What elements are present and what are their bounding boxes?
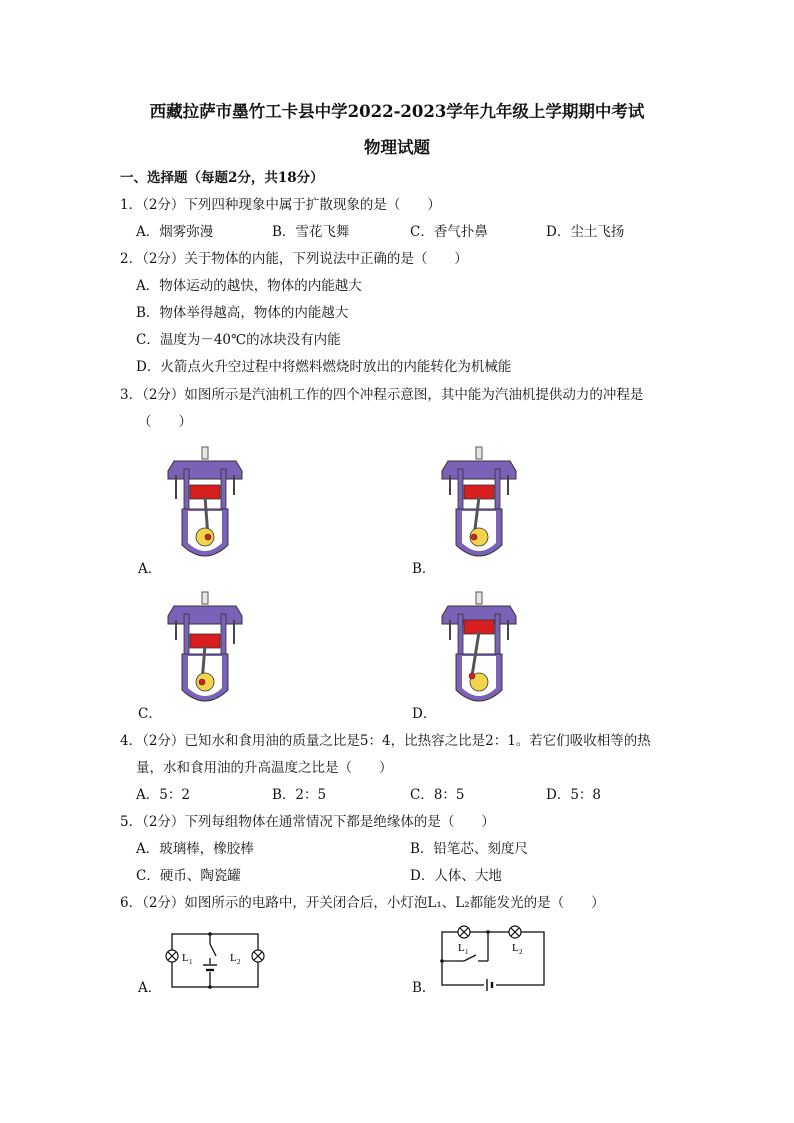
circuit-b-label-l1-sub: 1 — [465, 948, 469, 956]
circuit-b-label-l2-sub: 2 — [519, 948, 523, 956]
cylinder-wall-left — [458, 614, 463, 654]
spark-plug-icon — [476, 592, 482, 604]
cylinder-wall-right — [495, 469, 500, 509]
q4-option-c: C．8：5 — [410, 787, 465, 803]
engine-diagram-a — [160, 445, 250, 565]
lamp-l1-icon — [166, 950, 178, 962]
question-4-stem: 4．（2分）已知水和食用油的质量之比是5：4，比热容之比是2：1。若它们吸收相等的热 — [120, 733, 651, 749]
circuit-a-node-top — [208, 932, 212, 936]
q1-option-a: A．烟雾弥漫 — [136, 224, 214, 240]
cylinder-wall-left — [184, 614, 189, 654]
q4-option-b: B．2：5 — [272, 787, 327, 803]
piston — [190, 485, 220, 499]
q4-option-a: A．5：2 — [136, 787, 190, 803]
spark-plug-icon — [202, 592, 208, 604]
spark-plug-icon — [202, 447, 208, 459]
q3-option-c: C． — [138, 706, 162, 722]
question-1-stem: 1．（2分）下列四种现象中属于扩散现象的是（ ） — [120, 197, 441, 213]
crank-pin — [471, 534, 477, 540]
q5-option-c: C．硬币、陶瓷罐 — [136, 868, 241, 884]
circuit-a-label-l1: L — [182, 952, 189, 964]
question-3-stem: 3．（2分）如图所示是汽油机工作的四个冲程示意图，其中能为汽油机提供动力的冲程是 — [120, 387, 644, 403]
lamp-l2-icon — [509, 926, 521, 938]
question-2-stem: 2．（2分）关于物体的内能，下列说法中正确的是（ ） — [120, 251, 468, 267]
q3-option-b: B． — [412, 561, 436, 577]
q2-option-c: C．温度为－40℃的冰块没有内能 — [136, 332, 341, 348]
crank-pin — [469, 673, 475, 679]
question-4-stem-cont: 量，水和食用油的升高温度之比是（ ） — [136, 760, 393, 776]
q1-option-d: D．尘土飞扬 — [546, 224, 625, 240]
piston — [464, 620, 494, 634]
q3-option-d: D． — [412, 706, 437, 722]
piston — [464, 485, 494, 499]
cylinder-wall-right — [495, 614, 500, 654]
circuit-a-label-l1-sub: 1 — [189, 958, 193, 966]
lamp-l2-icon — [252, 950, 264, 962]
q1-option-b: B．雪花飞舞 — [272, 224, 350, 240]
lamp-l1-icon — [458, 926, 470, 938]
circuit-b-label-l1: L — [458, 942, 465, 954]
q6-option-a: A． — [138, 980, 162, 996]
q3-option-a: A． — [138, 561, 162, 577]
crank-pin — [205, 534, 211, 540]
cylinder-head — [168, 461, 242, 479]
engine-diagram-c — [160, 590, 250, 710]
cylinder-wall-right — [221, 614, 226, 654]
circuit-b-label-l2: L — [512, 942, 519, 954]
circuit-a-label-l2-sub: 2 — [237, 958, 241, 966]
circuit-diagram-b — [436, 922, 551, 994]
question-6-stem: 6．（2分）如图所示的电路中，开关闭合后，小灯泡L₁、L₂都能发光的是（ ） — [120, 895, 605, 911]
cylinder-head — [442, 461, 516, 479]
question-3-stem-cont: （ ） — [138, 414, 192, 430]
doc-title: 西藏拉萨市墨竹工卡县中学2022-2023学年九年级上学期期中考试 — [149, 102, 645, 121]
spark-plug-icon — [476, 447, 482, 459]
q2-option-b: B．物体举得越高，物体的内能越大 — [136, 305, 349, 321]
section-heading: 一、选择题（每题2分，共18分） — [120, 170, 324, 186]
q5-option-d: D．人体、大地 — [410, 868, 502, 884]
cylinder-wall-left — [458, 469, 463, 509]
q1-option-c: C．香气扑鼻 — [410, 224, 488, 240]
circuit-b-battery-gap — [484, 980, 496, 990]
crank-pin — [199, 679, 205, 685]
doc-subtitle: 物理试题 — [364, 138, 430, 157]
circuit-b-node — [440, 959, 444, 963]
circuit-a-label-l2: L — [230, 952, 237, 964]
q5-option-b: B．铅笔芯、刻度尺 — [410, 841, 528, 857]
piston — [190, 634, 220, 648]
circuit-b-node-top — [486, 930, 490, 934]
engine-diagram-d — [434, 590, 524, 710]
question-5-stem: 5．（2分）下列每组物体在通常情况下都是绝缘体的是（ ） — [120, 814, 495, 830]
q5-option-a: A．玻璃棒，橡胶棒 — [136, 841, 254, 857]
circuit-a-node-bottom — [208, 985, 212, 989]
q2-option-d: D．火箭点火升空过程中将燃料燃烧时放出的内能转化为机械能 — [136, 359, 512, 375]
q4-option-d: D．5：8 — [546, 787, 602, 803]
q6-option-b: B． — [412, 980, 436, 996]
circuit-diagram-a — [160, 922, 270, 994]
q2-option-a: A．物体运动的越快，物体的内能越大 — [136, 278, 362, 294]
cylinder-wall-left — [184, 469, 189, 509]
cylinder-head — [168, 606, 242, 624]
engine-diagram-b — [434, 445, 524, 565]
cylinder-wall-right — [221, 469, 226, 509]
circuit-b-wire — [442, 932, 544, 985]
